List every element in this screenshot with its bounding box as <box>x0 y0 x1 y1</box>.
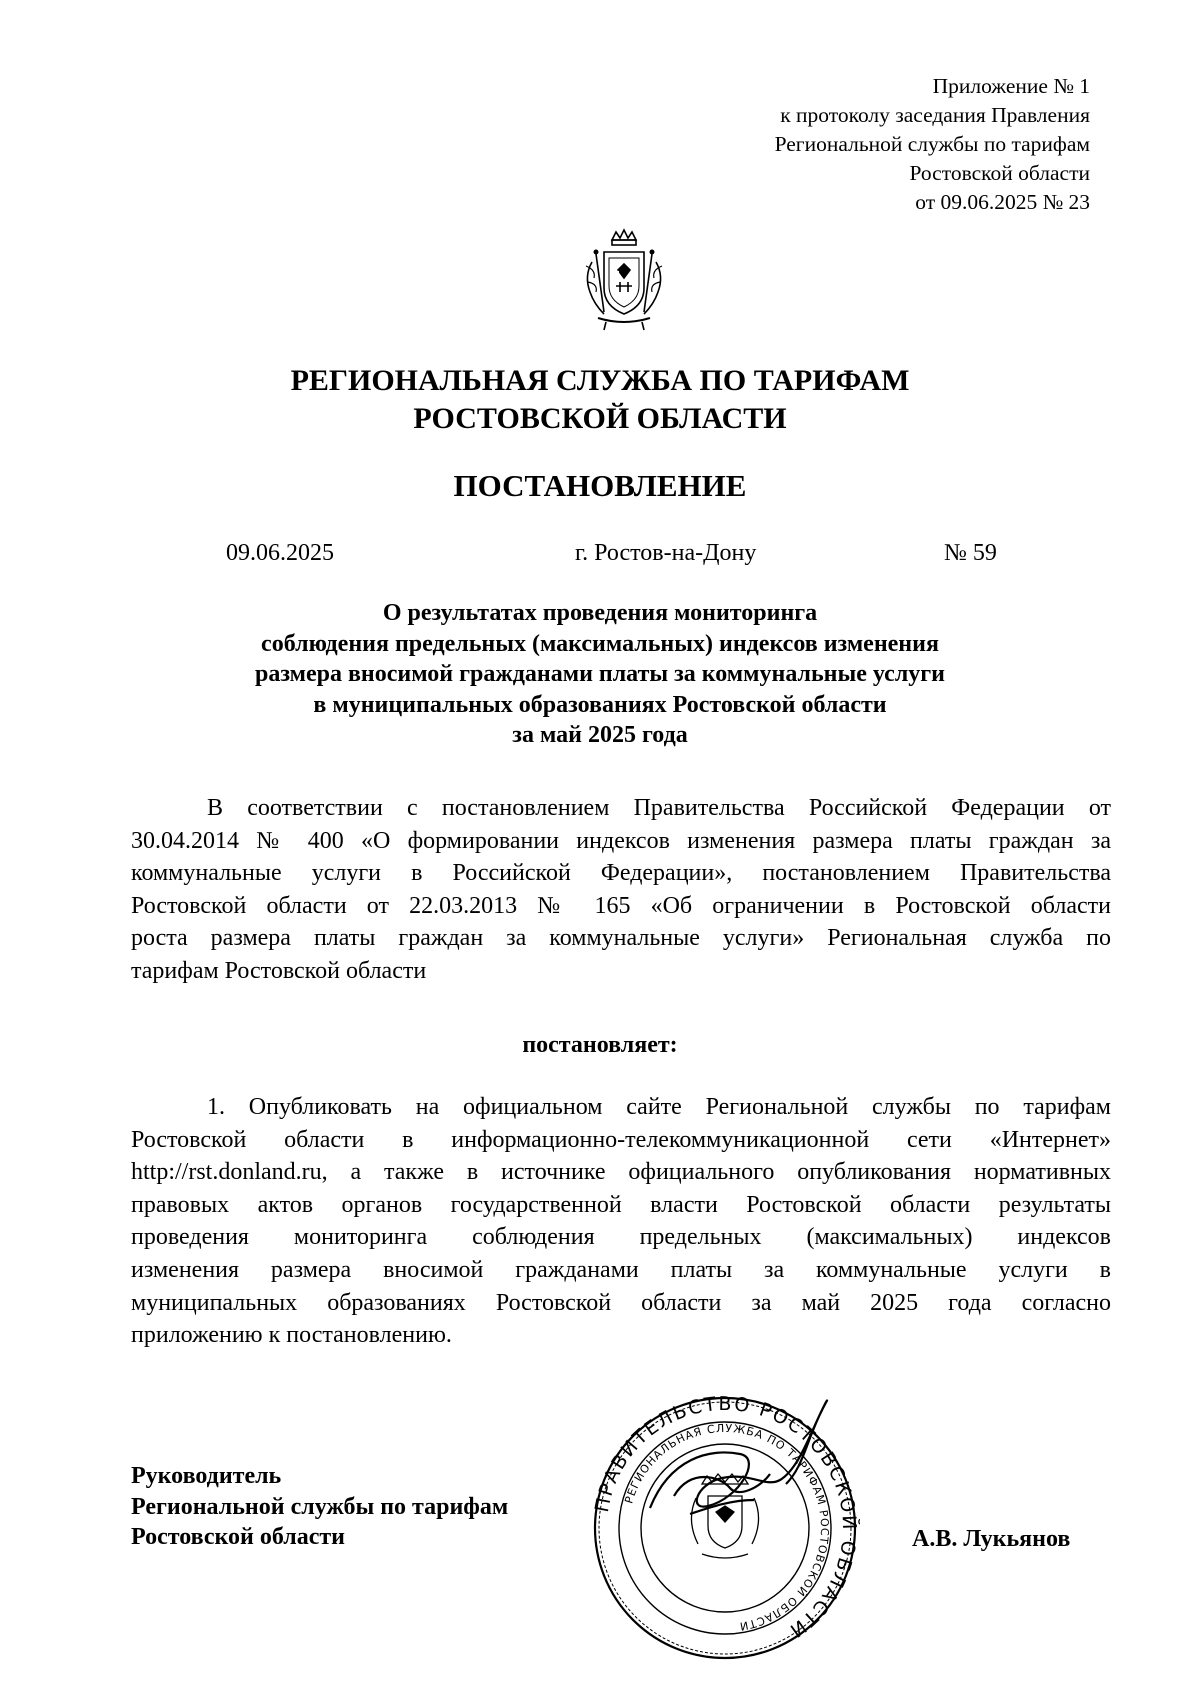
org-line: РЕГИОНАЛЬНАЯ СЛУЖБА ПО ТАРИФАМ <box>290 364 910 397</box>
item-line: проведения мониторинга соблюдения предельных (максимальных) индексов <box>131 1224 1111 1251</box>
org-line: РОСТОВСКОЙ ОБЛАСТИ <box>413 402 787 435</box>
item-line: муниципальных образованиях Ростовской области за май 2025 года согласно <box>131 1289 1111 1316</box>
appendix-line: к протоколу заседания Правления <box>780 103 1090 127</box>
subject-line: размера вносимой гражданами платы за коммунальные услуги <box>254 661 946 687</box>
document-type: ПОСТАНОВЛЕНИЕ <box>453 468 747 503</box>
appendix-line: Ростовской области <box>909 161 1090 185</box>
item-line: http://rst.donland.ru, а также в источнике официального опубликования нормативных <box>131 1159 1111 1186</box>
subject-line: О результатах проведения мониторинга <box>382 600 818 626</box>
preamble-line: Ростовской области от 22.03.2013 № 165 «Об ограничении в Ростовской области <box>131 892 1111 919</box>
appendix-line: от 09.06.2025 № 23 <box>915 190 1090 214</box>
preamble-paragraph <box>131 792 1111 988</box>
document-city: г. Ростов-на-Дону <box>575 540 757 566</box>
preamble-line: коммунальные услуги в Российской Федерации», постановлением Правительства <box>131 860 1111 887</box>
preamble-line: 30.04.2014 № 400 «О формировании индексов изменения размера платы граждан за <box>131 827 1111 854</box>
document-number: № 59 <box>944 540 997 566</box>
signatory-title-line: Руководитель <box>131 1463 282 1489</box>
signatory-title-line: Региональной службы по тарифам <box>131 1493 509 1520</box>
item-line: 1. Опубликовать на официальном сайте Региональной службы по тарифам <box>207 1094 1111 1120</box>
coat-of-arms-icon <box>574 226 674 336</box>
document-date: 09.06.2025 <box>226 540 334 566</box>
item-line: изменения размера вносимой гражданами платы за коммунальные услуги в <box>131 1256 1111 1283</box>
official-seal-icon <box>590 1388 860 1668</box>
appendix-line: Региональной службы по тарифам <box>774 132 1090 156</box>
item-line: Ростовской области в информационно-телекоммуникационной сети «Интернет» <box>131 1126 1111 1153</box>
signatory-name: А.В. Лукьянов <box>912 1526 1071 1552</box>
resolves-heading: постановляет: <box>522 1032 678 1058</box>
subject-line: за май 2025 года <box>512 722 688 748</box>
appendix-block <box>775 72 1090 217</box>
stamp-outer-text: ПРАВИТЕЛЬСТВО РОСТОВСКОЙ ОБЛАСТИ <box>590 1392 860 1643</box>
document-subject <box>0 598 1200 751</box>
organization-name <box>0 362 1200 438</box>
preamble-line: тарифам Ростовской области <box>131 957 427 984</box>
signatory-title <box>131 1461 508 1553</box>
appendix-line: Приложение № 1 <box>932 74 1090 98</box>
item-line: правовых актов органов государственной власти Ростовской области результаты <box>131 1191 1111 1218</box>
subject-line: соблюдения предельных (максимальных) индексов изменения <box>261 630 939 657</box>
signatory-title-line: Ростовской области <box>131 1524 345 1550</box>
stamp-inner-text: РЕГИОНАЛЬНАЯ СЛУЖБА ПО ТАРИФАМ РОСТОВСКОЙ ОБЛАСТИ <box>622 1421 832 1633</box>
preamble-line: роста размера платы граждан за коммунальные услуги» Региональная служба по <box>131 925 1111 952</box>
preamble-line: В соответствии с постановлением Правительства Российской Федерации от <box>207 795 1111 821</box>
item-1-paragraph <box>131 1091 1111 1352</box>
item-line: приложению к постановлению. <box>131 1322 452 1349</box>
subject-line: в муниципальных образованиях Ростовской области <box>313 691 887 718</box>
svg-text:РЕГИОНАЛЬНАЯ СЛУЖБА ПО ТАРИФАМ <box>622 1422 831 1633</box>
